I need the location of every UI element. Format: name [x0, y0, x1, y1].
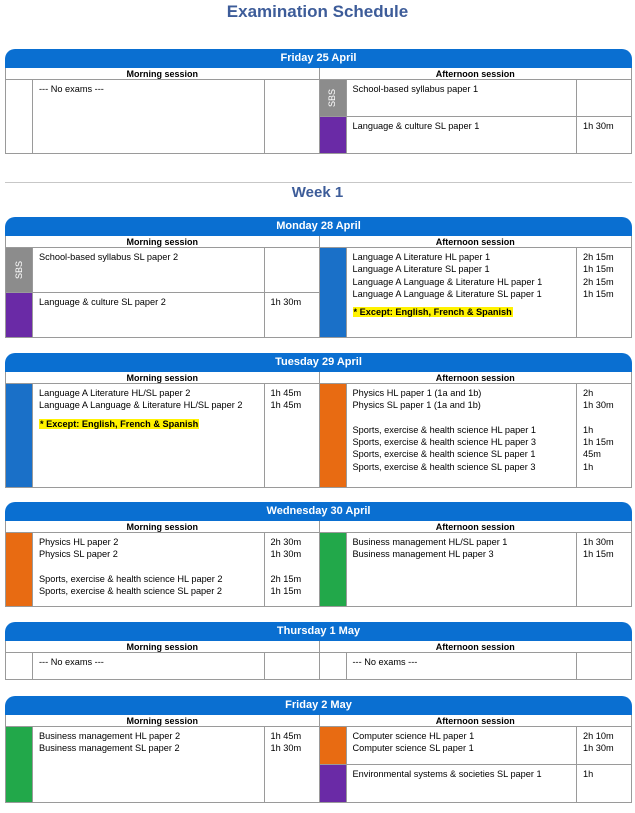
- exam-block: [6, 653, 319, 679]
- exception-note: [353, 306, 571, 318]
- subject-list: [33, 293, 264, 337]
- subject-color-bar: [6, 384, 33, 487]
- exam-paper-name: Language A Literature HL paper 1: [352, 252, 491, 262]
- session-blocks: [320, 248, 632, 337]
- exam-duration: 1h 45m: [270, 400, 302, 411]
- page-title: Examination Schedule: [226, 2, 409, 21]
- day-header: Tuesday 29 April: [5, 353, 632, 372]
- exam-duration: 1h 30m: [270, 549, 302, 560]
- exam-block: [6, 727, 319, 802]
- exam-duration: 2h 30m: [270, 537, 302, 547]
- subject-color-bar: [320, 727, 347, 764]
- exam-block: [320, 117, 632, 153]
- duration-column: [576, 117, 631, 153]
- exam-block: [6, 80, 319, 153]
- morning-session: [6, 68, 319, 153]
- exam-duration: 2h 15m: [583, 276, 614, 287]
- duration-column: [576, 248, 631, 337]
- morning-session-header: Morning session: [6, 715, 319, 727]
- exam-duration: 1h 15m: [270, 586, 302, 597]
- morning-session-header: Morning session: [6, 68, 319, 80]
- exam-duration: 1h 30m: [270, 297, 302, 307]
- session-blocks: [6, 384, 319, 487]
- exam-paper-name: Language A Language & Literature SL paper 1: [352, 288, 542, 299]
- exam-duration: 1h 15m: [583, 549, 614, 560]
- morning-session-header: Morning session: [6, 521, 319, 533]
- session-blocks: [320, 384, 632, 487]
- subject-color-bar: [320, 653, 347, 679]
- exam-duration: 1h 15m: [583, 437, 614, 448]
- exam-block: [320, 533, 632, 606]
- exam-block: [320, 384, 632, 487]
- subject-list: [347, 533, 577, 606]
- sbs-label: SBS: [13, 260, 24, 280]
- exam-duration: 2h: [583, 388, 594, 398]
- exam-duration: 1h: [583, 424, 594, 435]
- day-body: [5, 715, 632, 803]
- spacer: [583, 412, 625, 424]
- exam-duration: 1h 15m: [583, 288, 614, 299]
- subject-list: [33, 727, 264, 802]
- exam-paper-name: Language A Literature HL/SL paper 2: [39, 388, 191, 398]
- day-header: Thursday 1 May: [5, 622, 632, 641]
- subject-color-bar: [320, 117, 347, 153]
- subject-color-bar: [6, 80, 33, 153]
- exam-block: [6, 293, 319, 337]
- subject-list: [347, 765, 577, 802]
- session-blocks: [320, 80, 632, 153]
- exception-note: [39, 418, 258, 430]
- subject-color-bar: [320, 384, 347, 487]
- exam-paper-name: Language & culture SL paper 2: [39, 297, 166, 307]
- exam-paper-name: Language A Literature SL paper 1: [352, 264, 490, 275]
- exception-note-text: * Except: English, French & Spanish: [40, 418, 199, 429]
- exam-paper-name: Business management HL paper 3: [352, 549, 494, 560]
- subject-color-bar: [6, 248, 33, 292]
- day-panel: [5, 49, 632, 154]
- day-body: [5, 236, 632, 338]
- exam-paper-name: Computer science SL paper 1: [352, 743, 474, 754]
- session-blocks: [6, 248, 319, 337]
- exam-paper-name: Computer science HL paper 1: [352, 731, 475, 741]
- day-header: Friday 2 May: [5, 696, 632, 715]
- exam-paper-name: --- No exams ---: [352, 657, 418, 667]
- afternoon-session: [319, 372, 632, 487]
- exam-paper-name: Sports, exercise & health science HL paper 2: [39, 573, 223, 584]
- subject-list: [33, 653, 264, 679]
- day-panel: [5, 622, 632, 680]
- exception-note-text: * Except: English, French & Spanish: [353, 307, 512, 318]
- exam-paper-name: Physics SL paper 1 (1a and 1b): [352, 400, 481, 411]
- exam-block: [320, 727, 632, 765]
- subject-list: [33, 533, 264, 606]
- spacer: [39, 561, 258, 573]
- subject-color-bar: [6, 727, 33, 802]
- afternoon-session: [319, 641, 632, 679]
- morning-session: [6, 236, 319, 337]
- subject-list: [347, 384, 577, 487]
- day-panel: [5, 217, 632, 338]
- exam-block: [6, 384, 319, 487]
- afternoon-session: [319, 68, 632, 153]
- exam-duration: 1h 15m: [583, 264, 614, 275]
- afternoon-session-header: Afternoon session: [320, 236, 632, 248]
- exam-paper-name: Sports, exercise & health science HL paper 3: [352, 437, 537, 448]
- subject-list: [347, 248, 577, 337]
- exam-paper-name: Business management HL/SL paper 1: [352, 537, 508, 547]
- exam-paper-name: Language & culture SL paper 1: [352, 121, 480, 131]
- subject-list: [347, 653, 577, 679]
- exam-duration: 1h 30m: [583, 121, 614, 131]
- duration-column: [576, 727, 631, 764]
- subject-color-bar: [320, 80, 347, 116]
- exam-duration: 1h 30m: [583, 743, 614, 754]
- week-title: Week 1: [291, 184, 344, 201]
- day-header: Monday 28 April: [5, 217, 632, 236]
- morning-session-header: Morning session: [6, 372, 319, 384]
- day-panel: [5, 696, 632, 803]
- duration-column: [576, 653, 631, 679]
- afternoon-session: [319, 236, 632, 337]
- session-blocks: [6, 727, 319, 802]
- exam-paper-name: Language A Language & Literature HL paper 1: [352, 276, 543, 287]
- exam-paper-name: School-based syllabus paper 1: [352, 84, 479, 94]
- exam-duration: 1h 45m: [270, 731, 302, 741]
- exam-duration: 1h 30m: [583, 400, 614, 411]
- session-blocks: [6, 533, 319, 606]
- exam-duration: 2h 15m: [270, 573, 302, 584]
- afternoon-session: [319, 521, 632, 606]
- exam-paper-name: Sports, exercise & health science SL paper 1: [352, 449, 536, 460]
- subject-list: [347, 117, 577, 153]
- exam-duration: 1h 30m: [270, 743, 302, 754]
- exam-block: [320, 765, 632, 802]
- exam-paper-name: Physics HL paper 1 (1a and 1b): [352, 388, 482, 398]
- day-body: [5, 521, 632, 607]
- exam-paper-name: Language A Language & Literature HL/SL paper 2: [39, 400, 243, 411]
- duration-column: [264, 727, 319, 802]
- exam-paper-name: Sports, exercise & health science SL paper 2: [39, 586, 223, 597]
- exam-block: [320, 653, 632, 679]
- duration-column: [576, 384, 631, 487]
- day-body: [5, 641, 632, 680]
- day-header: Wednesday 30 April: [5, 502, 632, 521]
- day-body: [5, 68, 632, 154]
- exam-duration: 1h 30m: [583, 537, 614, 547]
- subject-list: [33, 248, 264, 292]
- exam-block: [6, 248, 319, 293]
- duration-column: [576, 533, 631, 606]
- exam-block: [6, 533, 319, 606]
- exam-paper-name: --- No exams ---: [39, 84, 104, 94]
- session-blocks: [320, 533, 632, 606]
- bar-label: [6, 248, 32, 292]
- exam-paper-name: Business management SL paper 2: [39, 743, 180, 754]
- subject-list: [347, 727, 577, 764]
- afternoon-session-header: Afternoon session: [320, 372, 632, 384]
- subject-color-bar: [6, 533, 33, 606]
- subject-list: [33, 80, 264, 153]
- exam-block: [320, 248, 632, 337]
- sbs-label: SBS: [327, 88, 338, 108]
- morning-session: [6, 715, 319, 802]
- exam-paper-name: School-based syllabus SL paper 2: [39, 252, 179, 262]
- afternoon-session-header: Afternoon session: [320, 715, 632, 727]
- subject-color-bar: [320, 765, 347, 802]
- session-blocks: [320, 653, 632, 679]
- exam-paper-name: Sports, exercise & health science HL paper 1: [352, 424, 537, 435]
- exam-block: [320, 80, 632, 117]
- day-panel: [5, 502, 632, 607]
- exam-duration: 2h 10m: [583, 731, 614, 741]
- exam-duration: 1h: [583, 461, 594, 472]
- subject-list: [33, 384, 264, 487]
- exam-paper-name: Environmental systems & societies SL paper 1: [352, 769, 542, 779]
- afternoon-session-header: Afternoon session: [320, 521, 632, 533]
- afternoon-session: [319, 715, 632, 802]
- afternoon-session-header: Afternoon session: [320, 641, 632, 653]
- day-panel: [5, 353, 632, 488]
- morning-session-header: Morning session: [6, 236, 319, 248]
- subject-list: [347, 80, 577, 116]
- exam-duration: 45m: [583, 449, 601, 460]
- duration-column: [264, 248, 319, 292]
- duration-column: [576, 765, 631, 802]
- bar-label: [320, 80, 346, 116]
- exam-paper-name: Sports, exercise & health science SL paper 3: [352, 461, 536, 472]
- duration-column: [264, 293, 319, 337]
- session-blocks: [6, 653, 319, 679]
- duration-column: [264, 80, 319, 153]
- morning-session-header: Morning session: [6, 641, 319, 653]
- exam-duration: 1h 45m: [270, 388, 302, 398]
- morning-session: [6, 372, 319, 487]
- exam-duration: 2h 15m: [583, 252, 614, 262]
- spacer: [353, 412, 571, 424]
- duration-column: [576, 80, 631, 116]
- section-divider: [5, 182, 632, 183]
- duration-column: [264, 653, 319, 679]
- morning-session: [6, 641, 319, 679]
- exam-paper-name: --- No exams ---: [39, 657, 104, 667]
- session-blocks: [320, 727, 632, 802]
- exam-paper-name: Physics HL paper 2: [39, 537, 119, 547]
- spacer: [271, 561, 313, 573]
- exam-paper-name: Business management HL paper 2: [39, 731, 181, 741]
- day-body: [5, 372, 632, 488]
- afternoon-session-header: Afternoon session: [320, 68, 632, 80]
- exam-paper-name: Physics SL paper 2: [39, 549, 118, 560]
- subject-color-bar: [6, 293, 33, 337]
- exam-duration: 1h: [583, 769, 594, 779]
- day-header: Friday 25 April: [5, 49, 632, 68]
- subject-color-bar: [320, 248, 347, 337]
- subject-color-bar: [6, 653, 33, 679]
- session-blocks: [6, 80, 319, 153]
- duration-column: [264, 533, 319, 606]
- subject-color-bar: [320, 533, 347, 606]
- duration-column: [264, 384, 319, 487]
- morning-session: [6, 521, 319, 606]
